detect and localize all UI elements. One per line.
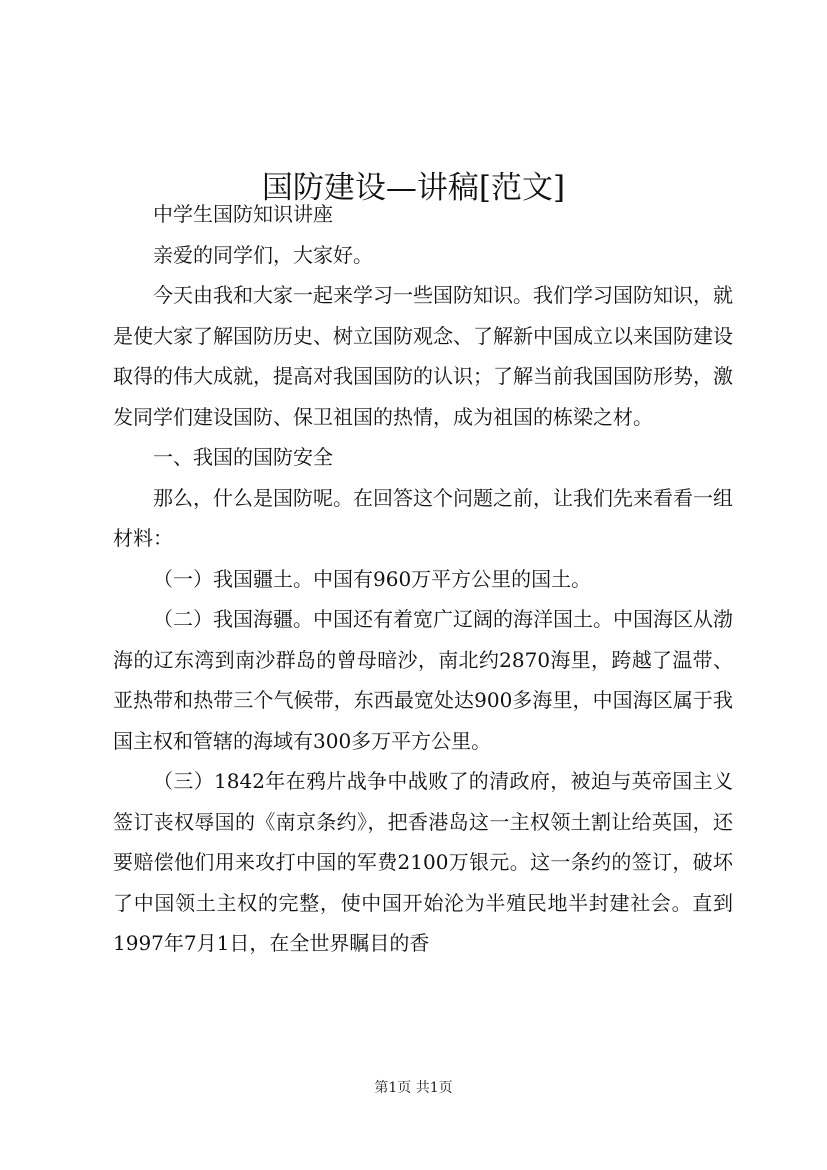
document-body xyxy=(113,194,733,964)
paragraph-intro: 今天由我和大家一起来学习一些国防知识。我们学习国防知识，就是使大家了解国防历史、树立国防观念、了解新中国成立以来国防建设取得的伟大成就，提高对我国国防的认识；了解当前我国国防形势，激发同学们建设国防、保卫祖国的热情，成为祖国的栋梁之材。 xyxy=(113,283,733,429)
paragraph-maritime: （二）我国海疆。中国还有着宽广辽阔的海洋国土。中国海区从渤海的辽东湾到南沙群岛的曾母暗沙，南北约2870海里，跨越了温带、亚热带和热带三个气候带，东西最宽处达900多海里，中国海区属于我国主权和管辖的海域有300多万平方公里。 xyxy=(113,607,733,753)
paragraph-question: 那么，什么是国防呢。在回答这个问题之前，让我们先来看看一组材料： xyxy=(113,485,733,550)
section-heading: 一、我国的国防安全 xyxy=(153,445,333,469)
paragraph-territory: （一）我国疆土。中国有960万平方公里的国土。 xyxy=(153,566,592,591)
document-title: 国防建设—讲稿[范文] xyxy=(261,169,566,206)
paragraph-greeting: 亲爱的同学们，大家好。 xyxy=(153,242,373,267)
paragraph-subtitle: 中学生国防知识讲座 xyxy=(153,202,333,226)
page-footer: 第1页 共1页 xyxy=(374,1080,453,1096)
paragraph-history: （三）1842年在鸦片战争中战败了的清政府，被迫与英帝国主义签订丧权辱国的《南京条约》，把香港岛这一主权领土割让给英国，还要赔偿他们用来攻打中国的军费2100万银元。这一条约的签订，破坏了中国领土主权的完整，使中国开始沦为半殖民地半封建社会。直到1997年7月1日，在全世界瞩目的香 xyxy=(113,769,733,955)
